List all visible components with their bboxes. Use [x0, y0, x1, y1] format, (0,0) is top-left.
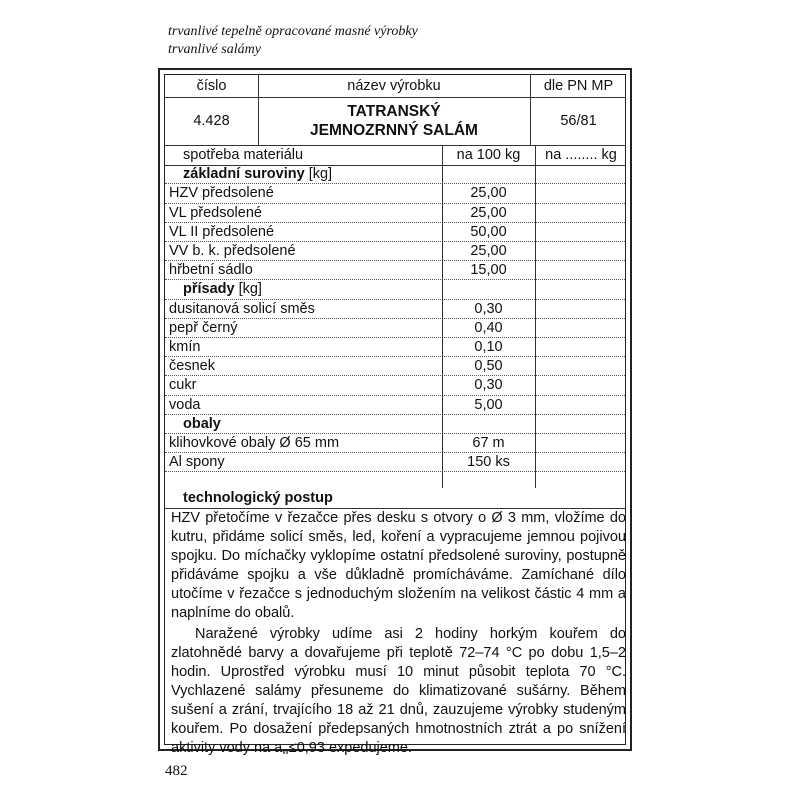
standard-label: dle PN MP: [543, 78, 614, 94]
running-header-subcategory: trvanlivé salámy: [168, 42, 261, 57]
row-dotted-line: [165, 452, 625, 453]
ingredient-value: 5,00: [474, 396, 503, 413]
tech-title: technologický postup: [183, 490, 333, 506]
ingredient-value: 150 ks: [467, 454, 510, 471]
tech-paragraph-2-a: Naražené výrobky udíme asi 2 hodiny horkým kouřem do zlatohnědé barvy a dovařujeme při teplotě 72–74 °C po dobu 1,5–2 hodin. Uprostřed výrobku musí 10 minut působit teplota 70 °C. Vychlazené salámy přesuneme do klimatizované sušárny. Během sušení a zrání, trvajícího 18 až 21 dnů, zauzujeme výrobky studeným kouřem. Po dosažení předepsaných hmotnostních ztrát a po snížení aktivity vody na a: [171, 626, 626, 756]
product-standard: 56/81: [560, 113, 597, 129]
recipe-card-inner: [164, 74, 626, 756]
ingredient-name: hřbetní sádlo: [169, 262, 253, 279]
ingredient-value: 25,00: [470, 243, 507, 259]
ingredient-name: česnek: [169, 358, 215, 375]
ingredient-value: 25,00: [470, 204, 507, 221]
ingredient-name: Al spony: [169, 454, 225, 471]
tech-paragraph-2-sub: w: [282, 746, 289, 756]
section-title-text: obaly: [183, 415, 221, 432]
ingredient-name: VL předsolené: [169, 204, 262, 221]
recipe-card: [158, 68, 632, 756]
ingredient-name: VL II předsolené: [169, 223, 275, 240]
section-unit: [kg]: [238, 281, 262, 298]
row-dotted-line: [165, 375, 625, 376]
ingredient-name: HZV předsolené: [169, 185, 274, 202]
section-title-text: přísady: [183, 281, 235, 298]
header-divider: [165, 97, 625, 98]
ingredient-name: cukr: [169, 377, 197, 394]
ingredient-name: voda: [169, 396, 201, 413]
consumption-label: spotřeba materiálu: [183, 147, 304, 163]
section-title: [183, 280, 262, 299]
ingredient-value: 0,40: [474, 319, 503, 336]
section-title-text: základní suroviny: [183, 166, 305, 183]
col-divider-1: [258, 75, 259, 145]
row-dotted-line: [165, 395, 625, 396]
row-dotted-line: [165, 337, 625, 338]
row-dotted-line: [165, 356, 625, 357]
ingredient-name: kmín: [169, 339, 201, 355]
consumption-per-100: na 100 kg: [456, 147, 521, 163]
product-name-line2: JEMNOZRNNÝ SALÁM: [310, 122, 478, 139]
ingredient-value: 0,30: [474, 300, 503, 317]
ingredient-value: 50,00: [470, 223, 507, 240]
custom-col-divider: [535, 146, 536, 488]
tech-paragraph-2: [171, 625, 626, 761]
ingredient-name: pepř černý: [169, 319, 238, 336]
tech-paragraph-1: HZV přetočíme v řezačce přes desku s otvory o Ø 3 mm, vložíme do kutru, přidáme solicí směs, led, koření a vypracujeme jemnou pojivou spojku. Do míchačky vyklopíme ostatní předsolené suroviny, postupně přidáváme spojku a vše důkladně promícháváme. Zamíchané dílo utočíme v řezačce s jednoduchým složením na velikost částic 4 mm a naplníme do obalů.: [171, 510, 626, 621]
ingredient-value: 25,00: [470, 185, 507, 202]
ingredient-name: klihovkové obaly Ø 65 mm: [169, 435, 340, 451]
consumption-per-custom: na ........ kg: [545, 147, 617, 163]
ingredient-value: 0,50: [474, 358, 503, 375]
col-divider-2: [530, 75, 531, 145]
number-label: číslo: [196, 78, 227, 94]
name-label: název výrobku: [347, 78, 441, 94]
page-number: 482: [165, 763, 188, 779]
row-dotted-line: [165, 471, 625, 472]
section-title: [183, 165, 332, 184]
ingredient-value: 67 m: [472, 435, 505, 451]
tech-paragraph-2-b: ≤0,93 expedujeme.: [288, 740, 412, 756]
section-title: [183, 415, 225, 434]
running-header-category: trvanlivé tepelně opracované masné výrobky: [168, 24, 418, 39]
ingredient-value: 0,30: [474, 377, 503, 394]
section-unit: [kg]: [308, 166, 333, 183]
ingredient-name: VV b. k. předsolené: [169, 243, 296, 259]
ingredient-value: 15,00: [470, 262, 507, 279]
ingredient-name: dusitanová solicí směs: [169, 300, 315, 317]
product-name-line1: TATRANSKÝ: [347, 103, 441, 120]
tech-text: [171, 509, 626, 761]
value-col-divider: [442, 146, 443, 488]
row-dotted-line: [165, 414, 625, 415]
product-number: 4.428: [193, 113, 230, 129]
ingredient-value: 0,10: [474, 339, 503, 355]
